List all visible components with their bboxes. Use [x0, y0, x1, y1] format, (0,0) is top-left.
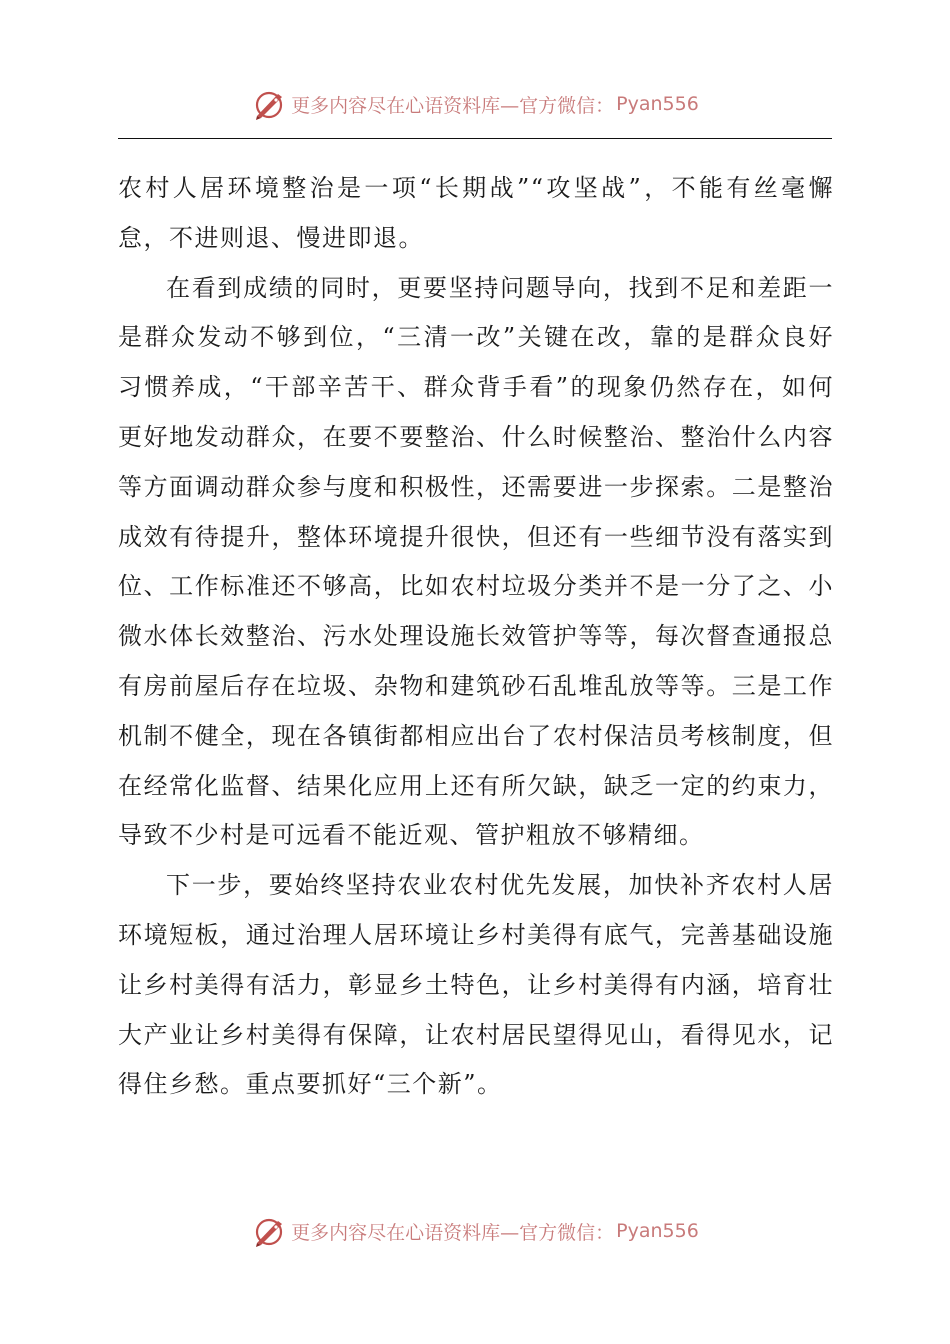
pen-circle-logo-icon — [251, 86, 287, 122]
header-watermark — [251, 86, 699, 122]
footer-watermark — [251, 1213, 699, 1249]
header-watermark-text: 更多内容尽在心语资料库—官方微信： — [291, 94, 615, 117]
header-divider — [118, 138, 832, 139]
footer-wechat-id: Pyan556 — [616, 1220, 699, 1242]
pen-circle-logo-icon — [251, 1213, 287, 1249]
paragraph-1: 农村人居环境整治是一项“长期战”“攻坚战”，不能有丝毫懈怠，不进则退、慢进即退。 — [118, 174, 834, 252]
page-header — [0, 84, 950, 124]
footer-watermark-text: 更多内容尽在心语资料库—官方微信： — [291, 1221, 615, 1244]
header-wechat-id: Pyan556 — [616, 93, 699, 115]
page-footer — [0, 1211, 950, 1251]
paragraph-2: 在看到成绩的同时，更要坚持问题导向，找到不足和差距一是群众发动不够到位，“三清一改”关键在改，靠的是群众良好习惯养成，“干部辛苦干、群众背手看”的现象仍然存在，如何更好地发动群众，在要不要整治、什么时候整治、整治什么内容等方面调动群众参与度和积极性，还需要进一步探索。二是整治成效有待提升，整体环境提升很快，但还有一些细节没有落实到位、工作标准还不够高，比如农村垃圾分类并不是一分了之、小微水体长效整治、污水处理设施长效管护等等，每次督查通报总有房前屋后存在垃圾、杂物和建筑砂石乱堆乱放等等。三是工作机制不健全，现在各镇街都相应出台了农村保洁员考核制度，但在经常化监督、结果化应用上还有所欠缺，缺乏一定的约束力，导致不少村是可远看不能近观、管护粗放不够精细。 — [118, 273, 834, 850]
document-body — [118, 164, 834, 1110]
paragraph-3: 下一步，要始终坚持农业农村优先发展，加快补齐农村人居环境短板，通过治理人居环境让乡村美得有底气，完善基础设施让乡村美得有活力，彰显乡土特色，让乡村美得有内涵，培育壮大产业让乡村美得有保障，让农村居民望得见山，看得见水，记得住乡愁。重点要抓好“三个新”。 — [118, 871, 834, 1099]
